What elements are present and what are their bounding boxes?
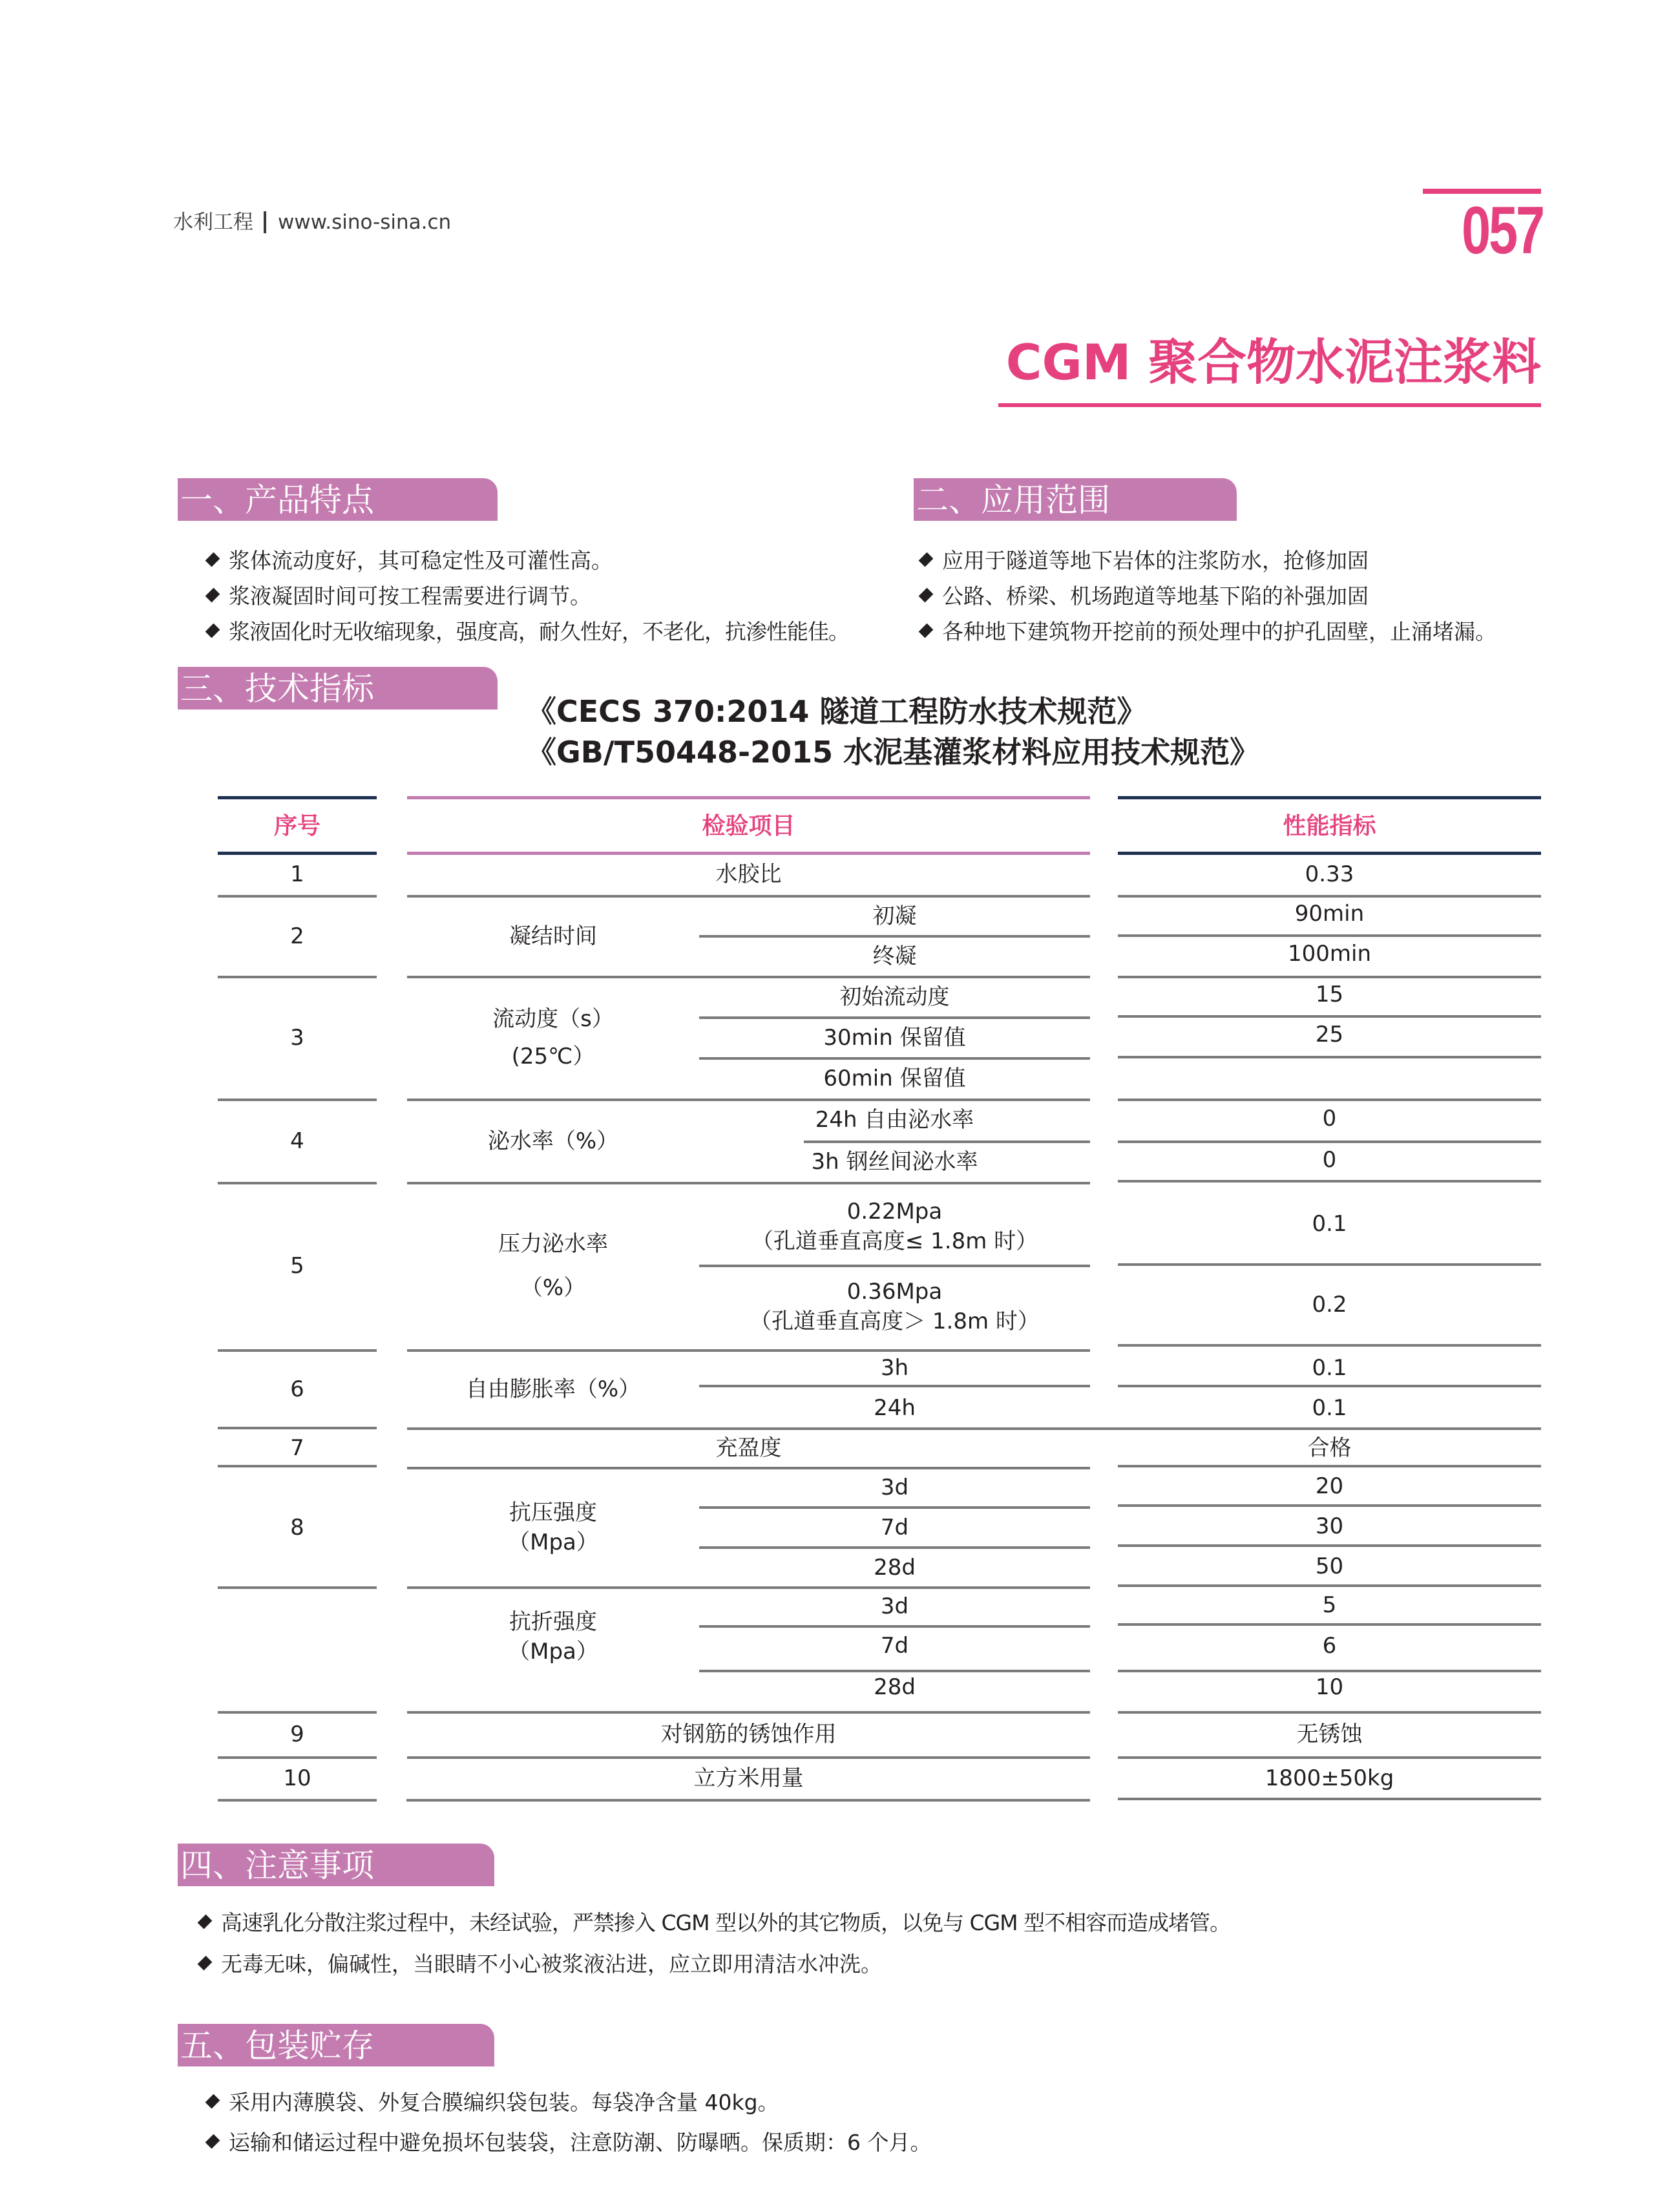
test-item-unit: （Mpa）: [508, 1529, 598, 1555]
diamond-bullet-icon: [205, 552, 220, 567]
page-number: 057: [1462, 193, 1543, 268]
spec-value: 6: [1322, 1633, 1337, 1659]
section-heading-applications: 二、应用范围: [914, 478, 1237, 521]
test-subitem: [699, 1189, 1090, 1265]
table-rule: [699, 1385, 1090, 1387]
table-rule: [218, 1799, 377, 1802]
table-rule: [699, 935, 1090, 938]
diamond-bullet-icon: [205, 624, 220, 638]
spec-value: 20: [1315, 1473, 1344, 1500]
table-rule: [699, 1546, 1090, 1549]
table-rule: [1118, 1504, 1541, 1507]
section-heading-specs: 三、技术指标: [178, 667, 498, 710]
diamond-bullet-icon: [919, 624, 934, 638]
row-number: 10: [283, 1765, 311, 1792]
test-item: [407, 1589, 699, 1686]
packaging-text: 运输和储运过程中避免损坏包装袋，注意防潮、防曝晒。保质期：6 个月。: [229, 2130, 932, 2155]
feature-item: [208, 615, 849, 646]
row-number: 3: [290, 1025, 304, 1051]
section-heading-notes: 四、注意事项: [178, 1844, 494, 1886]
page-title: CGM 聚合物水泥注浆料: [1005, 333, 1541, 391]
test-item: [407, 1184, 699, 1349]
table-rule: [218, 1427, 377, 1429]
test-subitem: 终凝: [872, 943, 917, 970]
test-subitem: 初始流动度: [839, 983, 950, 1010]
table-rule: [699, 1057, 1090, 1060]
application-item: [921, 580, 1369, 610]
row-number: 6: [290, 1376, 304, 1403]
packaging-item: [208, 2086, 779, 2116]
table-rule: [699, 1265, 1090, 1267]
test-item: [407, 1469, 699, 1586]
test-subitem: 30min 保留值: [823, 1024, 966, 1051]
column-header-item: 检验项目: [702, 812, 795, 839]
spec-value: 合格: [1307, 1435, 1352, 1461]
table-rule: [1118, 1344, 1541, 1347]
row-number: 2: [290, 923, 304, 949]
section-heading-packaging: 五、包装贮存: [178, 2024, 494, 2066]
table-rule: [218, 1465, 377, 1467]
diamond-bullet-icon: [205, 2094, 220, 2109]
website-link[interactable]: www.sino-sina.cn: [278, 211, 452, 234]
pressure-label: 0.36Mpa: [846, 1279, 943, 1305]
column-header-value: 性能指标: [1283, 812, 1376, 839]
row-number: 7: [290, 1435, 304, 1461]
application-text: 各种地下建筑物开挖前的预处理中的护孔固壁，止涌堵漏。: [942, 619, 1496, 644]
test-subitem: 3h 钢丝间泌水率: [811, 1149, 978, 1175]
feature-item: [208, 580, 591, 610]
test-subitem: 初凝: [872, 903, 917, 929]
spec-value: 10: [1315, 1674, 1344, 1700]
row-number: 9: [290, 1721, 304, 1748]
spec-value: 无锈蚀: [1296, 1721, 1363, 1748]
spec-value: 50: [1315, 1553, 1344, 1579]
spec-value: 0.33: [1305, 861, 1354, 888]
feature-text: 浆液固化时无收缩现象，强度高，耐久性好，不老化，抗渗性能佳。: [229, 619, 849, 644]
test-subitem: 3d: [880, 1475, 909, 1501]
table-rule: [699, 1670, 1090, 1672]
diamond-bullet-icon: [205, 588, 220, 603]
table-rule: [1118, 1141, 1541, 1143]
feature-text: 浆体流动度好，其可稳定性及可灌性高。: [229, 548, 613, 573]
test-subitem: 3h: [880, 1355, 909, 1382]
table-rule: [1118, 934, 1541, 937]
test-item: 凝结时间: [509, 923, 597, 949]
application-text: 公路、桥梁、机场跑道等地基下陷的补强加固: [942, 583, 1369, 609]
test-item-label: 抗压强度: [509, 1499, 597, 1526]
spec-value: 90min: [1294, 900, 1365, 927]
test-subitem: 28d: [874, 1674, 916, 1700]
standard-reference: 《CECS 370:2014 隧道工程防水技术规范》: [527, 694, 1147, 729]
test-item: 水胶比: [715, 861, 782, 888]
spec-value: 5: [1322, 1592, 1337, 1619]
test-subitem: 60min 保留值: [823, 1066, 966, 1092]
table-rule: [1118, 796, 1541, 799]
feature-text: 浆液凝固时间可按工程需要进行调节。: [229, 583, 591, 609]
test-subitem: 28d: [874, 1554, 916, 1581]
test-item-label: 抗折强度: [509, 1609, 597, 1635]
spec-value: 30: [1315, 1513, 1344, 1540]
test-subitem: [699, 1269, 1090, 1345]
row-number: 4: [290, 1128, 304, 1155]
test-item-label: 流动度（s）: [492, 1006, 614, 1033]
running-header: [173, 205, 451, 235]
test-item-unit: （Mpa）: [508, 1639, 598, 1665]
test-item: 自由膨胀率（%）: [465, 1376, 641, 1403]
diamond-bullet-icon: [205, 2134, 220, 2149]
spec-value: 0.2: [1312, 1292, 1347, 1318]
column-header-no: 序号: [273, 812, 320, 839]
spec-value: 25: [1315, 1022, 1344, 1048]
table-rule: [1118, 1670, 1541, 1672]
table-rule: [1118, 1263, 1541, 1266]
spec-value: 0.1: [1312, 1395, 1347, 1422]
table-rule: [804, 1141, 1090, 1143]
table-rule: [1118, 1584, 1541, 1587]
row-number: 8: [290, 1514, 304, 1540]
note-text: 高速乳化分散注浆过程中，未经试验，严禁掺入 CGM 型以外的其它物质，以免与 CGM 型不相容而造成堵管。: [221, 1910, 1231, 1935]
spec-value: 0.1: [1312, 1211, 1347, 1237]
table-rule: [218, 796, 377, 799]
diamond-bullet-icon: [198, 1915, 213, 1929]
table-rule: [1118, 1798, 1541, 1800]
note-item: [200, 1948, 882, 1978]
packaging-item: [208, 2126, 932, 2156]
table-rule: [406, 1799, 1090, 1802]
table-rule: [1118, 1385, 1541, 1387]
application-item: [921, 544, 1369, 574]
diamond-bullet-icon: [198, 1956, 213, 1971]
table-rule: [699, 1506, 1090, 1509]
test-item: 对钢筋的锈蚀作用: [660, 1721, 837, 1748]
spec-value: 0: [1322, 1106, 1337, 1132]
category-label: 水利工程: [173, 211, 253, 234]
test-item: 泌水率（%）: [487, 1128, 619, 1155]
table-rule: [1118, 1056, 1541, 1058]
pressure-condition: （孔道垂直高度≤ 1.8m 时）: [751, 1228, 1038, 1254]
standard-reference: 《GB/T50448-2015 水泥基灌浆材料应用技术规范》: [527, 735, 1260, 770]
table-rule: [1118, 1544, 1541, 1547]
packaging-text: 采用内薄膜袋、外复合膜编织袋包装。每袋净含量 40kg。: [229, 2090, 779, 2115]
test-subitem: 24h 自由泌水率: [815, 1107, 974, 1133]
section-heading-features: 一、产品特点: [178, 478, 498, 521]
test-item-condition: (25℃）: [511, 1044, 595, 1069]
row-number: 1: [290, 861, 304, 888]
spec-value: 0: [1322, 1147, 1337, 1173]
test-item-unit: （%）: [520, 1275, 586, 1301]
note-text: 无毒无味，偏碱性，当眼睛不小心被浆液沾进，应立即用清洁水冲洗。: [221, 1951, 882, 1977]
table-rule: [699, 1016, 1090, 1019]
test-subitem: 3d: [880, 1593, 909, 1620]
spec-value: 1800±50kg: [1265, 1765, 1394, 1792]
feature-item: [208, 544, 613, 574]
test-subitem: 7d: [880, 1633, 909, 1659]
table-rule: [1118, 1015, 1541, 1018]
test-subitem: 7d: [880, 1515, 909, 1541]
table-rule: [1118, 1623, 1541, 1626]
table-rule: [1118, 1180, 1541, 1183]
table-rule: [699, 1625, 1090, 1628]
test-subitem: 24h: [874, 1395, 916, 1422]
table-rule: [407, 796, 1090, 799]
test-item: 充盈度: [715, 1435, 782, 1461]
diamond-bullet-icon: [919, 588, 934, 603]
note-item: [200, 1906, 1230, 1937]
spec-value: 0.1: [1312, 1355, 1347, 1382]
test-item-label: 压力泌水率: [498, 1231, 608, 1257]
pressure-label: 0.22Mpa: [846, 1199, 943, 1225]
row-number: [218, 1589, 377, 1706]
spec-value: 15: [1315, 982, 1344, 1008]
row-number: 5: [290, 1253, 304, 1279]
spec-value: [1118, 1056, 1541, 1095]
diamond-bullet-icon: [919, 552, 934, 567]
spec-value: 100min: [1287, 941, 1371, 967]
test-item: 立方米用量: [693, 1765, 804, 1792]
header-divider: [264, 211, 266, 233]
title-underline: [998, 403, 1541, 407]
pressure-condition: （孔道垂直高度＞ 1.8m 时）: [750, 1309, 1040, 1334]
table-rule: [1118, 1465, 1541, 1467]
application-item: [921, 615, 1496, 646]
test-item: [407, 978, 699, 1098]
application-text: 应用于隧道等地下岩体的注浆防水，抢修加固: [942, 548, 1369, 573]
